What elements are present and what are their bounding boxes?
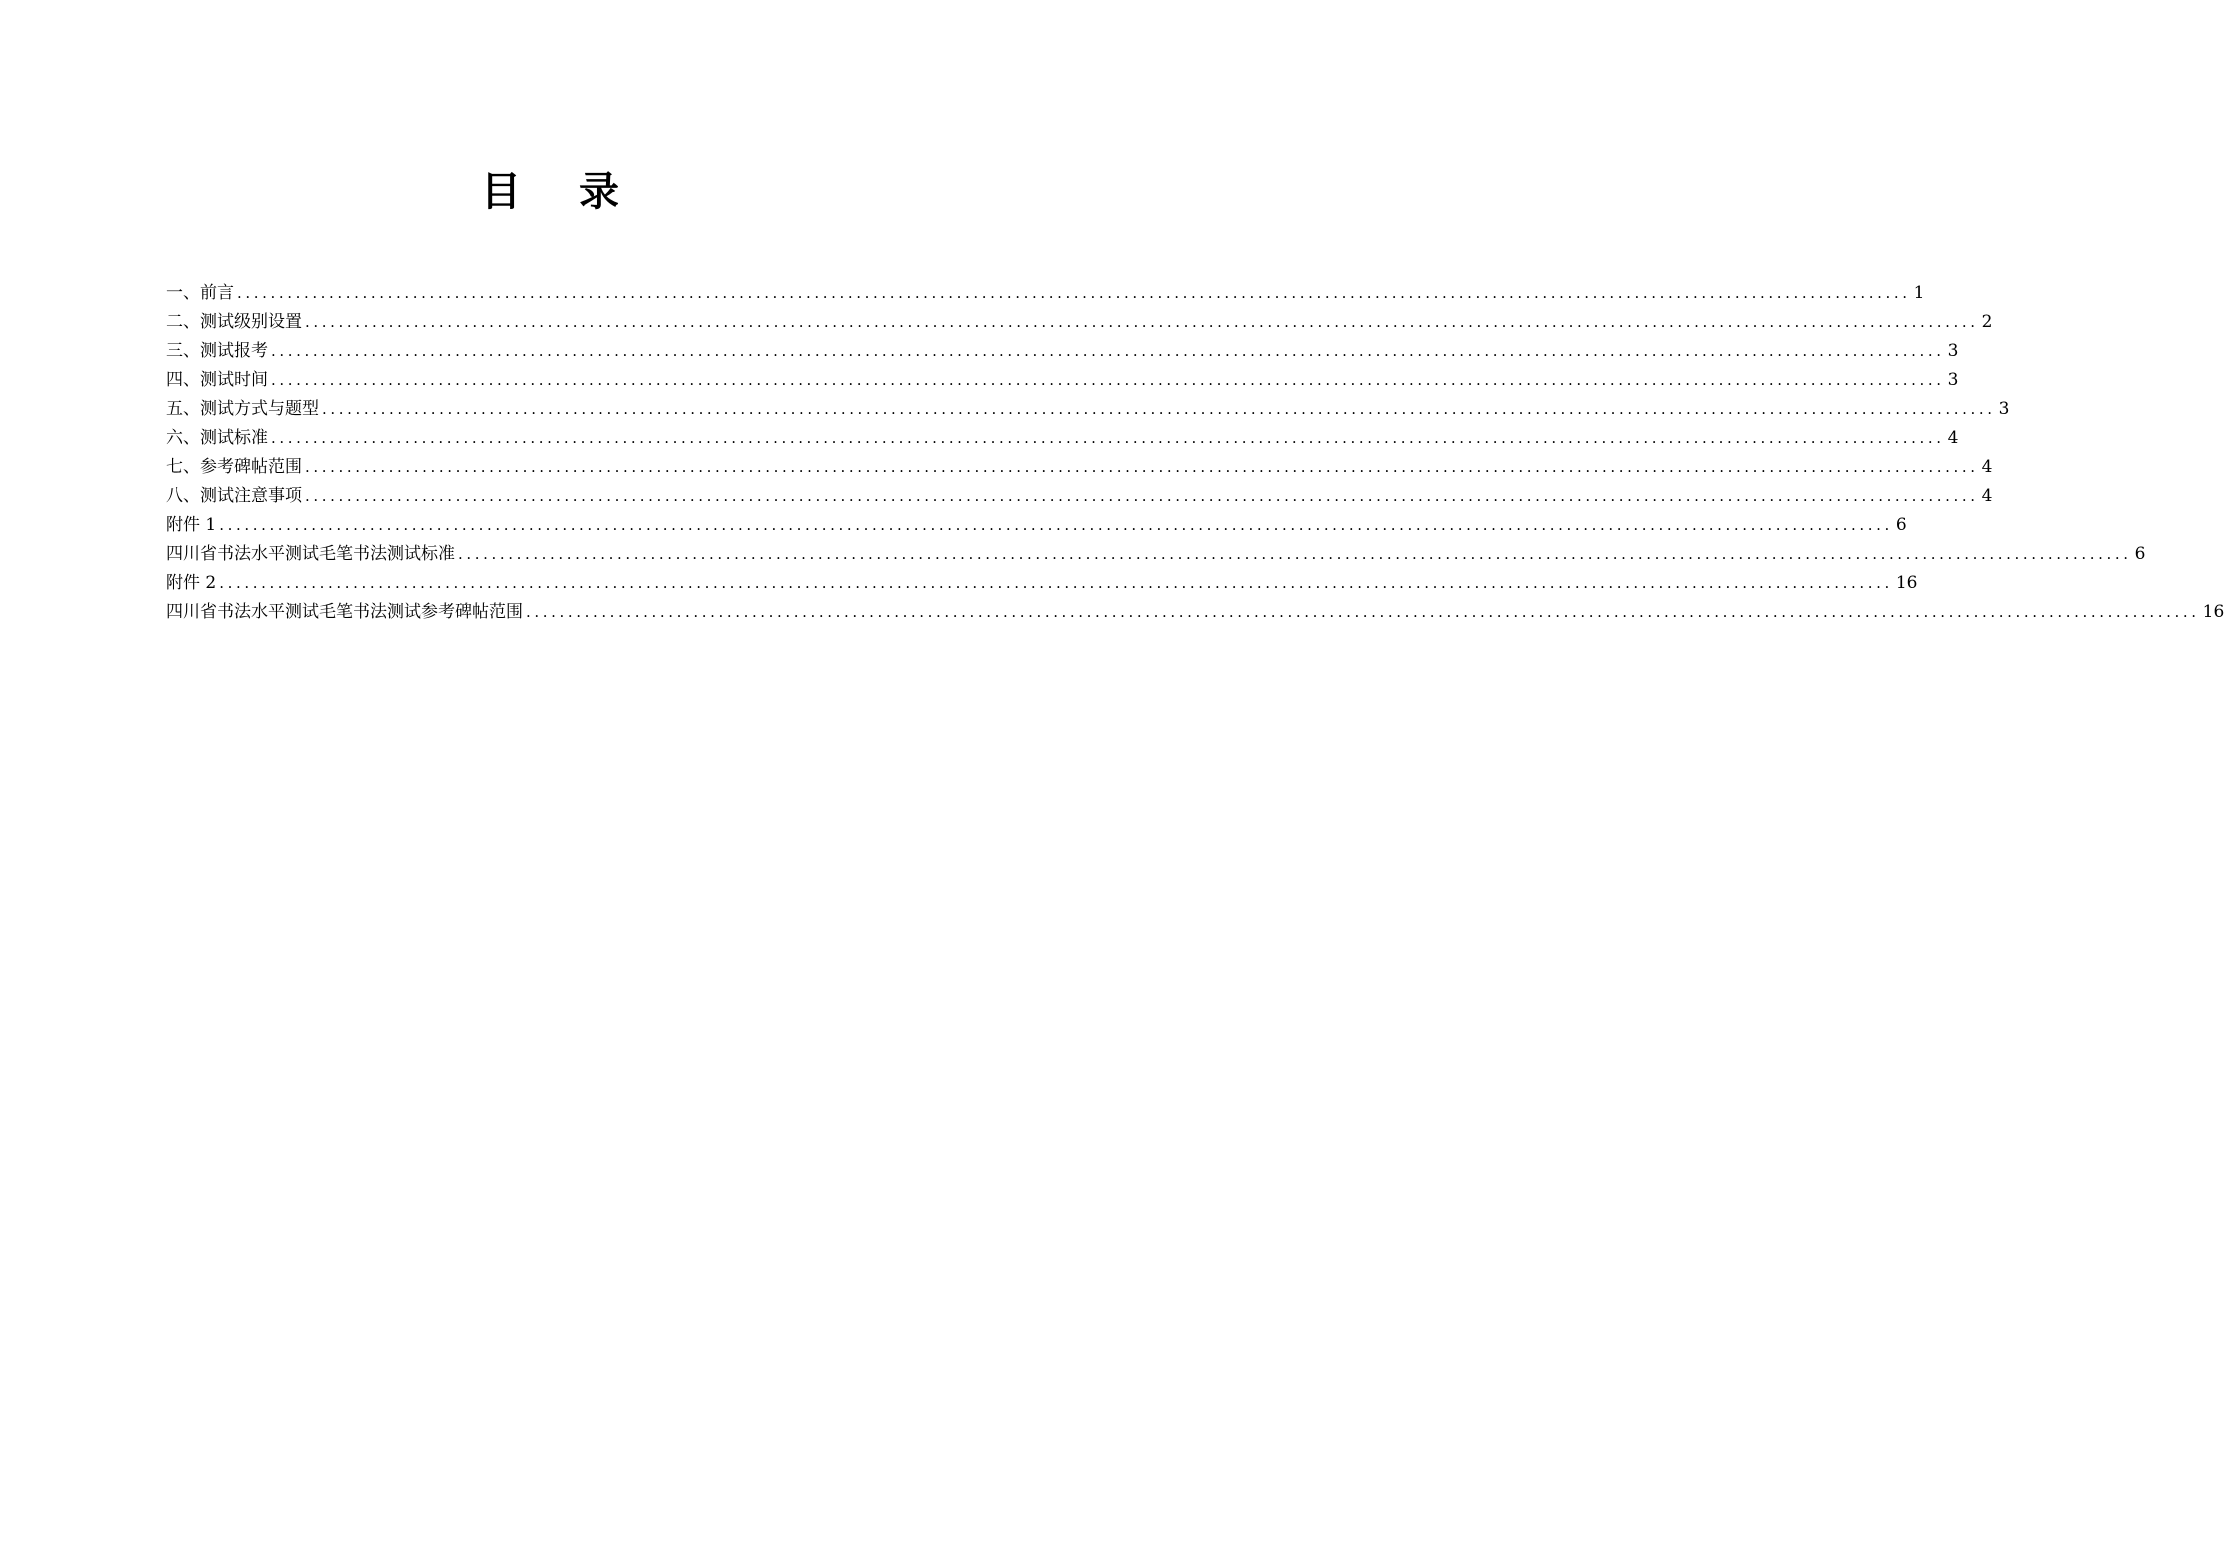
toc-entry-appendix-2[interactable] — [166, 569, 1918, 598]
toc-entry-page: 4 — [1947, 428, 1959, 448]
toc-dot-leader: ........................................................................................................................................................................................................ — [458, 545, 2132, 563]
toc-entry-standards[interactable] — [166, 424, 1959, 453]
toc-entry-appendix-1[interactable] — [166, 511, 1907, 540]
toc-entry-label: 四川省书法水平测试毛笔书法测试标准 — [166, 544, 455, 564]
table-of-contents — [166, 279, 2224, 627]
page-title-part-1: 目 — [481, 169, 523, 215]
page-title-part-2: 录 — [579, 169, 621, 215]
toc-entry-label: 二、测试级别设置 — [166, 312, 302, 332]
toc-entry-label: 七、参考碑帖范围 — [166, 457, 302, 477]
toc-dot-leader: ........................................................................................................................................................................................................ — [219, 516, 1893, 534]
toc-dot-leader: ........................................................................................................................................................................................................ — [271, 342, 1945, 360]
toc-entry-page: 4 — [1981, 486, 1993, 506]
toc-entry-page: 16 — [1895, 573, 1918, 593]
toc-entry-page: 2 — [1981, 312, 1993, 332]
toc-dot-leader: ........................................................................................................................................................................................................ — [322, 400, 1996, 418]
toc-entry-appendix-2-title[interactable] — [166, 598, 2224, 627]
toc-entry-label: 四川省书法水平测试毛笔书法测试参考碑帖范围 — [166, 602, 523, 622]
toc-entry-reference-scope[interactable] — [166, 453, 1993, 482]
toc-entry-page: 6 — [1895, 515, 1907, 535]
toc-dot-leader: ........................................................................................................................................................................................................ — [237, 284, 1911, 302]
toc-entry-label: 六、测试标准 — [166, 428, 268, 448]
toc-entry-label: 一、前言 — [166, 283, 234, 303]
toc-dot-leader: ........................................................................................................................................................................................................ — [526, 603, 2200, 621]
toc-dot-leader: ........................................................................................................................................................................................................ — [305, 313, 1979, 331]
toc-entry-label: 五、测试方式与题型 — [166, 399, 319, 419]
toc-entry-time[interactable] — [166, 366, 1959, 395]
toc-entry-page: 16 — [2202, 602, 2224, 622]
toc-entry-page: 1 — [1913, 283, 1925, 303]
toc-entry-registration[interactable] — [166, 337, 1959, 366]
toc-entry-label: 四、测试时间 — [166, 370, 268, 390]
toc-entry-page: 4 — [1981, 457, 1993, 477]
toc-entry-label: 附件 2 — [166, 573, 217, 593]
toc-entry-label: 三、测试报考 — [166, 341, 268, 361]
toc-entry-page: 3 — [1947, 341, 1959, 361]
toc-dot-leader: ........................................................................................................................................................................................................ — [271, 429, 1945, 447]
toc-entry-label: 附件 1 — [166, 515, 217, 535]
toc-dot-leader: ........................................................................................................................................................................................................ — [271, 371, 1945, 389]
toc-dot-leader: ........................................................................................................................................................................................................ — [305, 487, 1979, 505]
toc-entry-page: 6 — [2134, 544, 2146, 564]
page-title — [0, 166, 1102, 218]
toc-entry-preface[interactable] — [166, 279, 1925, 308]
toc-dot-leader: ........................................................................................................................................................................................................ — [305, 458, 1979, 476]
toc-entry-page: 3 — [1947, 370, 1959, 390]
toc-entry-notes[interactable] — [166, 482, 1993, 511]
toc-entry-appendix-1-title[interactable] — [166, 540, 2146, 569]
toc-entry-page: 3 — [1998, 399, 2010, 419]
toc-dot-leader: ........................................................................................................................................................................................................ — [219, 574, 1893, 592]
toc-entry-label: 八、测试注意事项 — [166, 486, 302, 506]
toc-entry-format[interactable] — [166, 395, 2010, 424]
toc-entry-levels[interactable] — [166, 308, 1993, 337]
